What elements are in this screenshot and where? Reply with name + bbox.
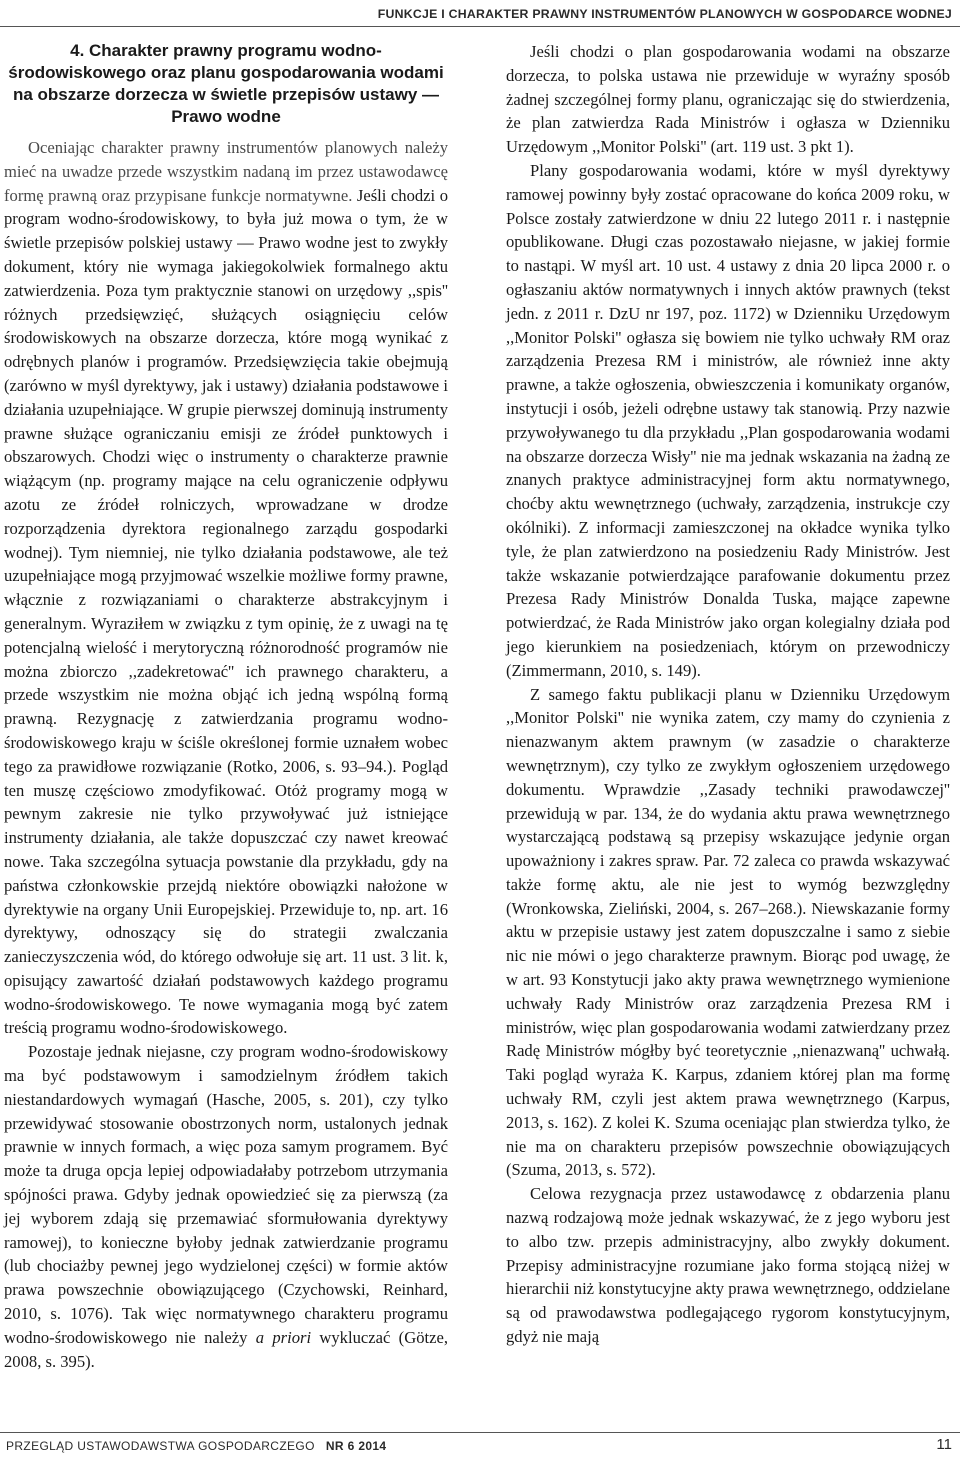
journal-name: PRZEGLĄD USTAWODAWSTWA GOSPODARCZEGO [6, 1439, 315, 1453]
left-p2-body: Pozostaje jednak niejasne, czy program wodno-środowiskowy ma być podstawowym i samodzielnym źródłem takich niestandardowych wymagań (Hasche, 2005, s. 201), czy tylko przewidywać stosowanie obostrzonych norm, ustalonych jednak prawnie w innych formach, a więc poza samym programem. Być może ta druga opcja lepiej odpowiadałaby potrzebom utrzymania spójności prawa. Gdyby jednak opowiedzieć się za pierwszą (za jej wyborem zdają się przemawiać sformułowania dyrektywy ramowej), to konieczne byłoby jednak zatwierdzanie programu (lub chociażby pewnej jego wydzielonej części) w formie aktów prawa powszechnie obowiązującego (Czychowski, Reinhard, 2010, s. 1076). Tak więc normatywnego charakteru programu wodno-środowiskowego nie należy [4, 1042, 448, 1347]
header-rule [0, 26, 960, 27]
journal-issue: NR 6 2014 [325, 1439, 387, 1453]
right-column [506, 40, 950, 1349]
page-number: 11 [936, 1436, 952, 1453]
right-paragraph-3: Z samego faktu publikacji planu w Dzienniku Urzędowym ,,Monitor Polski'' nie wynika zatem, czy mamy do czynienia z nienazwanym aktem prawnym (w zasadzie o charakterze wewnętrznym), czy tylko ze zwykłym ogłoszeniem urzędowego dokumentu. Wprawdzie ,,Zasady techniki prawodawczej'' przewidują w par. 134, że do wydania aktu prawa wewnętrznego wystarczającą podstawą są przepisy wskazujące jedynie organ upoważniony i zakres spraw. Par. 72 zaleca co prawda wskazywać także formę aktu, ale nie jest to wymóg bezwzględny (Wronkowska, Zieliński, 2004, s. 267–268.). Niewskazanie formy aktu w przepisie ustawy jest zatem dopuszczalne i samo z siebie nic nie mówi o jego charakterze prawnym. Biorąc pod uwagę, że w art. 93 Konstytucji jako akty prawa wewnętrznego wymienione uchwały Rady Ministrów oraz zarządzenia Prezesa RM i ministrów, więc plan gospodarowania wodami zatwierdzany przez Radę Ministrów mógłby być teoretycznie ,,nienazwaną'' uchwałą. Taki pogląd wyraża K. Karpus, zdaniem której plan ma formę uchwały RM, czyli jest aktem prawa wewnętrznego (Karpus, 2013, s. 162). Z kolei K. Szuma oceniając plan stwierdza tylko, że nie ma on charakteru przepisów powszechnie obowiązujących (Szuma, 2013, s. 572). [506, 684, 950, 1180]
left-p2-italic: a priori [255, 1327, 312, 1347]
left-paragraph-1 [4, 136, 448, 1040]
left-p2-end: wykluczać (Götze, 2008, s. 395). [4, 1327, 448, 1371]
left-paragraph-2 [4, 1040, 448, 1373]
right-paragraph-4: Celowa rezygnacja przez ustawodawcę z obdarzenia planu nazwą rodzajową może jednak wskazywać, że z jego wyboru jest to albo tzw. przepis administracyjny, albo zwykły dokument. Przepisy administracyjne rozumiane jako forma stojącą niżej w hierarchii niż konstytucyjne akty prawa wewnętrznego, oddzielane są od prawodawstwa podlegającego rygorom konstytucyjnym, gdyż nie mają [506, 1184, 950, 1347]
right-paragraph-1: Jeśli chodzi o plan gospodarowania wodami na obszarze dorzecza, to polska ustawa nie przewiduje w wyraźny sposób żadnej szczególnej formy planu, ograniczając się do stwierdzenia, że plan zatwierdza Rada Ministrów i ogłasza w Dzienniku Urzędowym ,,Monitor Polski'' (art. 119 ust. 3 pkt 1). [506, 42, 950, 157]
right-paragraph-2: Plany gospodarowania wodami, które w myśl dyrektywy ramowej powinny były zostać opracowane do końca 2009 roku, w Polsce zostały zatwierdzone w dniu 22 lutego 2011 r. i następnie opublikowane. Długi czas pozostawało niejasne, w jakiej formie to nastąpi. W myśl art. 10 ust. 4 ustawy z dnia 20 lipca 2000 r. o ogłaszaniu aktów normatywnych i innych aktów prawnych (tekst jedn. z 2011 r. DzU nr 197, poz. 1172) w Dzienniku Urzędowym ,,Monitor Polski'' ogłasza się bowiem nie tylko uchwały RM oraz zarządzenia Prezesa RM i ministrów, ale również inne akty prawne, a także ogłoszenia, obwieszczenia i komunikaty organów, instytucji i osób, jeżeli odrębne ustawy tak stanowią. Przy nazwie przywoływanego tu dla przykładu ,,Plan gospodarowania wodami na obszarze dorzecza Wisły'' nie ma jednak wskazania na żadną ze znanych praktyce administracyjnej form aktu normatywnego, choćby aktu wewnętrznego (uchwały, zarządzenia, instrukcje czy okólniki). Z informacji zamieszczonej na okładce wynika tylko tyle, że plan zatwierdzono na posiedzeniu Rady Ministrów. Jest także wskazanie potwierdzające parafowanie dokumentu przez Prezesa Rady Ministrów Donalda Tuska, mające zapewne potwierdzać, że Rada Ministrów jako organ kolegialny działa pod jego kierunkiem na posiedzeniach, którym on przewodniczy (Zimmermann, 2010, s. 149). [506, 160, 950, 680]
running-header: FUNKCJE I CHARAKTER PRAWNY INSTRUMENTÓW PLANOWYCH W GOSPODARCE WODNEJ [377, 7, 952, 21]
left-p1-body: Jeśli chodzi o program wodno-środowiskowy, to była już mowa o tym, że w świetle przepisów polskiej ustawy — Prawo wodne jest to zwykły dokument, który nie wymaga jakiegokolwiek formalnego aktu zatwierdzenia. Poza tym praktycznie stanowi on urzędowy ,,spis'' różnych przedsięwzięć, służących osiągnięciu celów środowiskowych na obszarze dorzecza, które mogą wynikać z odrębnych planów i programów. Przedsięwzięcia takie obejmują (zarówno w myśl dyrektywy, jak i ustawy) działania podstawowe i działania uzupełniające. W grupie pierwszej dominują instrumenty prawne służące ograniczaniu emisji ze źródeł punktowych i obszarowych. Chodzi więc o instrumenty o charakterze prawnie wiążącym (np. programy mające na celu ograniczenie odpływu azotu ze źródeł rolniczych, wprowadzane w drodze rozporządzenia dyrektora regionalnego zarządu gospodarki wodnej). Tym niemniej, nie tylko działania podstawowe, ale też uzupełniające mogą przyjmować wszelkie możliwe formy prawne, włącznie z rozwiązaniami o charakterze abstrakcyjnym i generalnym. Wyraziłem w związku z tym opinię, że z uwagi na tę potencjalną wielość i merytoryczną różnorodność programów nie można zbiorczo ,,zadekretować'' ich prawnego charakteru, a przede wszystkim nie można objąć ich jedną wspólną formą prawną. Rezygnację z zatwierdzania programu wodno-środowiskowego kraju w ściśle określonej formie uznałem wobec tego za prawidłowe rozwiązanie (Rotko, 2006, s. 93–94.). Pogląd ten muszę częściowo zmodyfikować. Otóż programy mogą w pewnym zakresie nie tylko przywoływać już istniejące instrumenty działania, ale także dopuszczać czy nawet kreować nowe. Taka szczególna sytuacja powstanie dla przykładu, gdy na państwa członkowskie przejdą niektóre obowiązki nałożone w dyrektywie na organy Unii Europejskiej. Przewiduje to, np. art. 16 dyrektywy, odnoszący się do strategii zwalczania zanieczyszczenia wód, do którego odwołuje się art. 11 ust. 3 lit. k, opisujący zawartość działań podstawowych każdego programu wodno-środowiskowego. Te nowe wymagania mogą być zatem treścią programu wodno-środowiskowego. [4, 185, 448, 1038]
journal-footer [6, 1439, 386, 1453]
footer-rule [0, 1432, 960, 1433]
section-title: 4. Charakter prawny programu wodno-środowiskowego oraz planu gospodarowania wodami na obszarze dorzecza w świetle przepisów ustawy — Prawo wodne [8, 41, 444, 126]
left-column [4, 40, 448, 1373]
left-p1-lead: Oceniając charakter prawny instrumentów planowych należy mieć na uwadze przede wszystkim nadaną im przez ustawodawcę formę prawną oraz przypisane funkcje normatywne. [4, 138, 448, 205]
